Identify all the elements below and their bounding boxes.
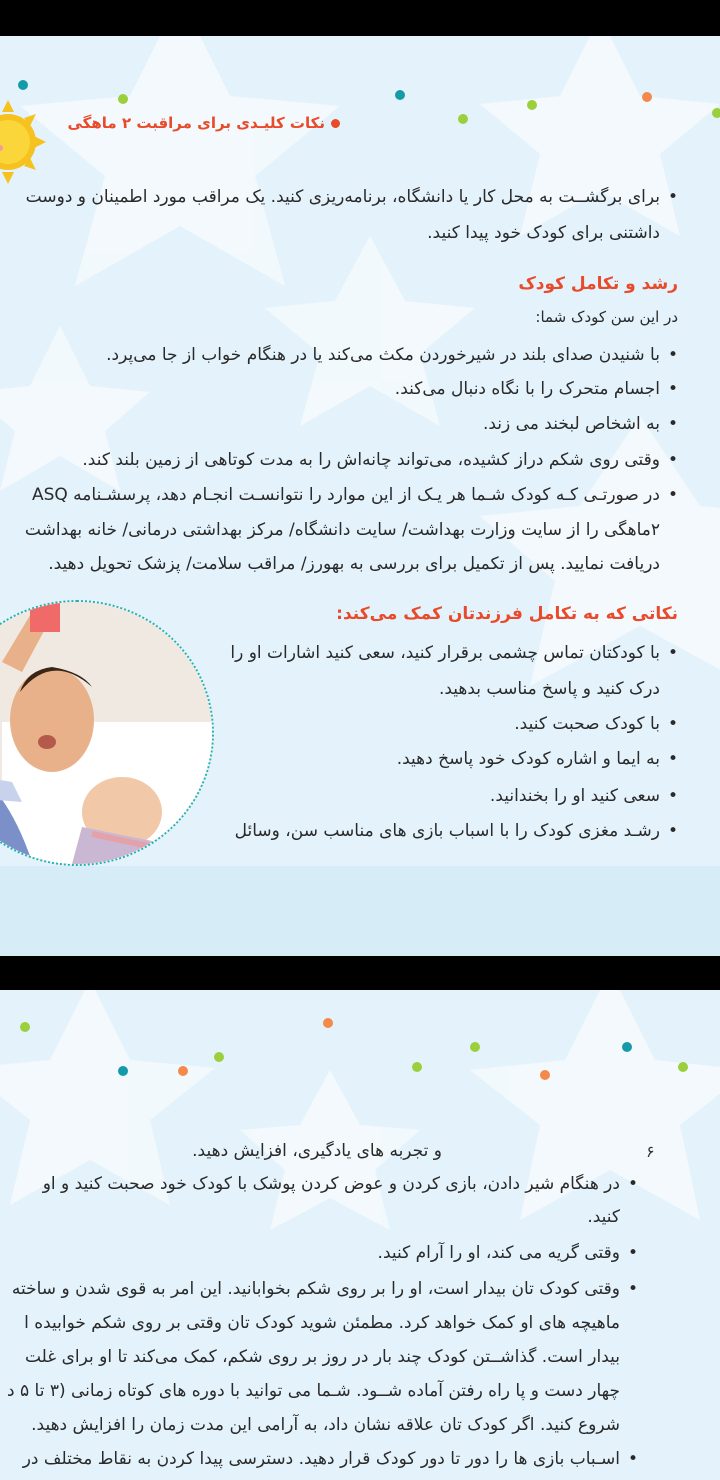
dot	[395, 90, 405, 100]
body-line: بیدار است. گذاشــتن کودک چند بار در روز بر روی شکم، کمک می‌کند تا او برای غلت	[24, 1347, 620, 1367]
body-line: چهار دست و پا راه رفتن آماده شــود. شـما می توانید با دوره های کوتاه زمانی (۳ تا ۵ د	[6, 1381, 620, 1401]
body-line: • وقتی کودک تان بیدار است، او را بر روی شکم بخوابانید. این امر به قوی شدن و ساخته	[12, 1278, 638, 1300]
dot	[678, 1062, 688, 1072]
dot	[118, 94, 128, 104]
intro-line: • برای برگشــت به محل کار یا دانشگاه، برنامه‌ریزی کنید. یک مراقب مورد اطمینان و دوست	[26, 186, 678, 208]
dot	[118, 1066, 128, 1076]
tip-line: • به ایما و اشاره کودک خود پاسخ دهید.	[397, 748, 678, 770]
dot	[622, 1042, 632, 1052]
dot	[412, 1062, 422, 1072]
dot	[323, 1018, 333, 1028]
dot	[458, 114, 468, 124]
sun-icon	[0, 82, 58, 192]
dot	[18, 80, 28, 90]
middle-black-bar	[0, 956, 720, 990]
dot	[712, 108, 720, 118]
body-line: • اسـباب بازی ها را دور تا دور کودک قرار دهید. دسترسی پیدا کردن به نقاط مختلف در	[23, 1448, 638, 1470]
tip-line: درک کنید و پاسخ مناسب بدهید.	[438, 679, 660, 699]
tips-heading: نکاتی که به تکامل فرزندتان کمک می‌کند:	[336, 604, 678, 624]
tip-line: • رشـد مغزی کودک را با اسباب بازی های مناسب سن، وسائل	[235, 820, 678, 842]
intro-line: داشتنی برای کودک خود پیدا کنید.	[427, 223, 660, 243]
page-two	[0, 990, 720, 1480]
top-black-bar	[0, 0, 720, 36]
growth-lead: در این سن کودک شما:	[535, 308, 678, 326]
growth-item: • در صورتـی کـه کودک شـما هر یـک از این موارد را نتوانسـت انجـام دهد، پرسشـنامه ASQ	[32, 484, 678, 506]
asq-line: ۲ماهگی را از سایت وزارت بهداشت/ سایت دانشگاه/ مرکز بهداشتی درمانی/ خانه بهداشت	[24, 520, 660, 540]
dot	[470, 1042, 480, 1052]
growth-item: • با شنیدن صدای بلند در شیرخوردن مکث می‌کند یا در هنگام خواب از جا می‌پرد.	[106, 344, 678, 366]
star-shape	[20, 36, 340, 286]
section-title: نکات کلیـدی برای مراقبت ۲ ماهگی	[67, 114, 340, 132]
growth-item: • وقتی روی شکم دراز کشیده، می‌تواند چانه‌اش را به مدت کوتاهی از زمین بلند کند.	[82, 449, 678, 471]
dot	[642, 92, 652, 102]
body-line: و تجربه های یادگیری، افزایش دهید.	[192, 1141, 442, 1161]
background-stars	[0, 990, 720, 1480]
page-number: ۶	[646, 1142, 655, 1161]
dot	[20, 1022, 30, 1032]
dot	[540, 1070, 550, 1080]
asq-line: دریافت نمایید. پس از تکمیل برای بررسی به بهورز/ مراقب سلامت/ پزشک تحویل دهید.	[48, 554, 660, 574]
dot	[214, 1052, 224, 1062]
growth-item: • اجسام متحرک را با نگاه دنبال می‌کند.	[395, 378, 678, 400]
body-line: شروع کنید. اگر کودک تان علاقه نشان داد، به آرامی این مدت زمان را افزایش دهید.	[31, 1415, 620, 1435]
title-dot	[331, 119, 340, 128]
tip-line: • با کودکتان تماس چشمی برقرار کنید، سعی کنید اشارات او را	[230, 642, 678, 664]
dot	[178, 1066, 188, 1076]
body-line: کنید.	[587, 1207, 620, 1227]
body-line: • وقتی گریه می کند، او را آرام کنید.	[378, 1242, 638, 1264]
body-line: ماهیچه های او کمک خواهد کرد. مطمئن شوید کودک تان وقتی بر روی شکم خوابیده ا	[24, 1313, 620, 1333]
dot	[527, 100, 537, 110]
growth-heading: رشد و تکامل کودک	[518, 274, 678, 294]
tip-line: • با کودک صحبت کنید.	[514, 713, 678, 735]
page-one-bottom-strip	[0, 866, 720, 956]
tip-line: • سعی کنید او را بخندانید.	[490, 785, 678, 807]
page-one	[0, 36, 720, 956]
growth-item: • به اشخاص لبخند می زند.	[483, 413, 678, 435]
body-line: • در هنگام شیر دادن، بازی کردن و عوض کردن پوشک با کودک خود صحبت کنید و او	[43, 1173, 638, 1195]
